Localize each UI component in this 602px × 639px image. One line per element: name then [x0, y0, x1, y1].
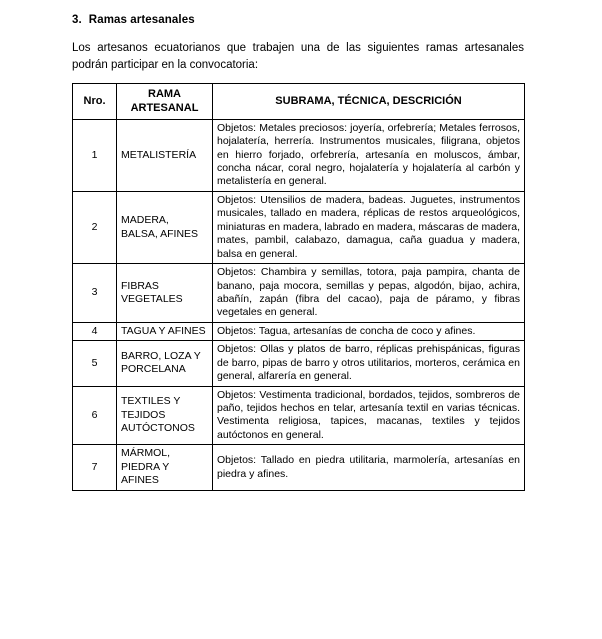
section-title-text: Ramas artesanales	[88, 14, 195, 26]
table-header	[73, 84, 525, 119]
cell-nro: 6	[73, 386, 117, 445]
cell-descripcion: Objetos: Ollas y platos de barro, réplicas prehispánicas, figuras de barro, pipas de barro y otros utilitarios, morteros, cerámica en general, alfarería en general.	[213, 341, 525, 386]
cell-rama: METALISTERÍA	[117, 119, 213, 191]
cell-descripcion: Objetos: Utensilios de madera, badeas. Juguetes, instrumentos musicales, tallado en madera, réplicas de restos arqueológicos, miniaturas en madera, labrado en madera, máscaras de madera, mates, pambil, calabazo, damagua, caña guadua y madera, balsa en general.	[213, 191, 525, 263]
column-header-rama	[117, 84, 213, 119]
table-row	[73, 322, 525, 340]
column-header-rama-line1: RAMA	[148, 88, 181, 101]
table-row	[73, 119, 525, 191]
cell-rama: MÁRMOL, PIEDRA Y AFINES	[117, 445, 213, 490]
cell-nro: 7	[73, 445, 117, 490]
column-header-descripcion: SUBRAMA, TÉCNICA, DESCRICIÓN	[213, 84, 525, 119]
intro-paragraph: Los artesanos ecuatorianos que trabajen una de las siguientes ramas artesanales podrán participar en la convocatoria:	[72, 42, 524, 71]
cell-descripcion: Objetos: Tagua, artesanías de concha de coco y afines.	[213, 322, 525, 340]
table-row	[73, 341, 525, 386]
table-row	[73, 264, 525, 323]
section-number: 3.	[72, 14, 82, 26]
cell-rama: BARRO, LOZA Y PORCELANA	[117, 341, 213, 386]
cell-descripcion: Objetos: Tallado en piedra utilitaria, marmolería, artesanías en piedra y afines.	[213, 445, 525, 490]
column-header-nro: Nro.	[73, 84, 117, 119]
cell-rama: FIBRAS VEGETALES	[117, 264, 213, 323]
cell-rama: TEXTILES Y TEJIDOS AUTÓCTONOS	[117, 386, 213, 445]
cell-nro: 2	[73, 191, 117, 263]
table-row	[73, 445, 525, 490]
cell-descripcion: Objetos: Vestimenta tradicional, bordados, tejidos, sombreros de paño, tejidos hechos en telar, artesanía textil en varias técnicas. Vestimenta religiosa, tapices, macanas, textiles y tejidos autóctonos en general.	[213, 386, 525, 445]
cell-rama: MADERA, BALSA, AFINES	[117, 191, 213, 263]
column-header-rama-line2: ARTESANAL	[130, 101, 199, 114]
branches-table	[72, 83, 525, 490]
cell-rama: TAGUA Y AFINES	[117, 322, 213, 340]
table-body	[73, 119, 525, 490]
cell-nro: 1	[73, 119, 117, 191]
cell-descripcion: Objetos: Chambira y semillas, totora, paja pampira, chanta de banano, paja mocora, semillas y pepas, algodón, bijao, achira, abañín, zapán (fibra del cacao), paja de páramo, y fibras vegetales en general.	[213, 264, 525, 323]
cell-nro: 5	[73, 341, 117, 386]
cell-nro: 3	[73, 264, 117, 323]
table-header-row	[73, 84, 525, 119]
table-row	[73, 386, 525, 445]
cell-descripcion: Objetos: Metales preciosos: joyería, orfebrería; Metales ferrosos, hojalatería, herrería. Instrumentos musicales, filigrana, objetos en hierro forjado, orfebrería, artesanía en moluscos, ámbar, concha nácar, coral negro, hojalatería y hojalatería al carbón y metalistería en general.	[213, 119, 525, 191]
cell-nro: 4	[73, 322, 117, 340]
table-row	[73, 191, 525, 263]
page-title	[72, 14, 574, 26]
